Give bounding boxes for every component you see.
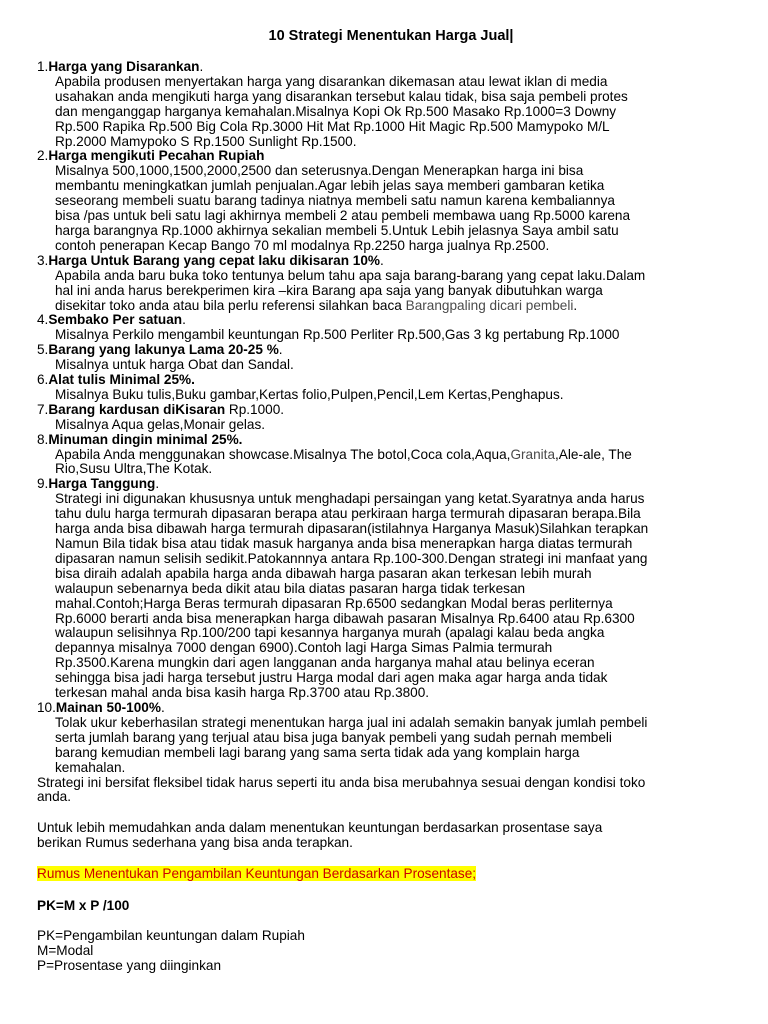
intro-line: Untuk lebih memudahkan anda dalam menentukan keuntungan berdasarkan prosentase saya	[37, 820, 603, 836]
description-line: harga barangnya Rp.1000 akhirnya sekalian membeli 5.Untuk Lebih jelasnya Saya ambil satu	[55, 222, 619, 238]
strategy-heading	[37, 60, 737, 75]
strategy-description	[37, 388, 737, 403]
strategy-title: Sembako Per satuan	[48, 312, 183, 328]
formula: PK=M x P /100	[37, 898, 130, 914]
legend-line: M=Modal	[37, 942, 94, 958]
strategy-list	[37, 60, 737, 776]
strategy-number: 6.	[37, 372, 49, 388]
description-line: depannya misalnya 7000 dengan 6900).Contoh lagi Harga Simas Palmia termurah	[55, 640, 553, 656]
description-line: Apabila produsen menyertakan harga yang disarankan dikemasan atau lewat iklan di media	[55, 73, 608, 89]
strategy-item	[37, 343, 737, 373]
document-page	[37, 28, 737, 974]
description-line: Tolak ukur keberhasilan strategi menentukan harga jual ini adalah semakin banyak jumlah pembeli	[55, 714, 648, 730]
description-line: membantu meningkatkan jumlah penjualan.Agar lebih jelas saya memberi gambaran ketika	[55, 178, 605, 194]
reference-link: Barangpaling dicari pembeli	[405, 297, 574, 313]
strategy-heading	[37, 313, 737, 328]
description-line: terkesan mahal anda bisa kasih harga Rp.3700 atau Rp.3800.	[55, 685, 430, 701]
strategy-item	[37, 373, 737, 403]
strategy-title: Minuman dingin minimal 25%.	[48, 431, 243, 447]
strategy-description	[37, 358, 737, 373]
description-line: bisa /pas untuk beli satu lagi akhirnya membeli 2 atau pembeli membawa uang Rp.5000 karena	[55, 208, 631, 224]
strategy-item	[37, 433, 737, 478]
strategy-title-suffix: .	[182, 312, 186, 328]
strategy-title-suffix: .	[278, 342, 283, 358]
strategy-number: 1.	[37, 59, 49, 74]
strategy-description	[37, 418, 737, 433]
description-line: Rp.3500.Karena mungkin dari agen langganan anda harganya mahal atau belinya eceran	[55, 655, 595, 671]
strategy-heading	[37, 373, 737, 388]
intro-line: berikan Rumus sederhana yang bisa anda terapkan.	[37, 835, 353, 851]
description-line: Strategi ini digunakan khususnya untuk menghadapi persaingan yang ketat.Syaratnya anda harus	[55, 491, 645, 507]
strategy-heading	[37, 343, 737, 358]
strategy-title: Harga Untuk Barang yang cepat laku dikisaran 10%	[48, 252, 380, 268]
closing-line: Strategi ini bersifat fleksibel tidak harus seperti itu anda bisa merubahnya sesuai dengan kondisi toko	[37, 774, 646, 790]
strategy-description	[37, 75, 737, 150]
description-line: Rp.500 Rapika Rp.500 Big Cola Rp.3000 Hit Mat Rp.1000 Hit Magic Rp.500 Mamypoko M/L	[55, 118, 610, 134]
description-line: seseorang membeli suatu barang tadinya niatnya membeli satu namun karena kembaliannya	[55, 193, 615, 209]
document-title: 10 Strategi Menentukan Harga Jual|	[268, 28, 514, 44]
strategy-heading	[37, 149, 737, 164]
description-line: walaupun selisihnya Rp.100/200 tapi kesannya harganya murah (apalagi kalau beda angka	[55, 625, 605, 641]
strategy-number: 3.	[37, 252, 49, 268]
description-line: dipasaran namun selisih sedikit.Patokannnya antara Rp.100-300.Dengan strategi ini manfaat yang	[55, 550, 648, 566]
description-line: contoh penerapan Kecap Bango 70 ml modalnya Rp.2250 harga jualnya Rp.2500.	[55, 237, 550, 253]
strategy-item	[37, 254, 737, 314]
strategy-title: Harga mengikuti Pecahan Rupiah	[48, 148, 265, 164]
strategy-title-suffix: .	[155, 476, 160, 492]
description-line: Misalnya untuk harga Obat dan Sandal.	[55, 357, 294, 373]
description-line: serta jumlah barang yang terjual atau bisa juga banyak pembeli yang sudah pernah membeli	[55, 729, 612, 745]
description-line: Misalnya Perkilo mengambil keuntungan Rp.500 Perliter Rp.500,Gas 3 kg pertabung Rp.1000	[55, 327, 620, 343]
strategy-number: 9.	[37, 476, 49, 492]
text: ,Ale-ale, The	[555, 446, 632, 462]
strategy-number: 2.	[37, 148, 49, 164]
description-line: Namun Bila tidak bisa atau tidak masuk harganya anda bisa menerapkan harga diatas termurah	[55, 536, 633, 551]
text: Apabila Anda menggunakan showcase.Misalnya The botol,Coca cola,Aqua,	[55, 446, 511, 462]
description-line: Apabila anda baru buka toko tentunya belum tahu apa saja barang-barang yang cepat laku.Dalam	[55, 267, 646, 283]
strategy-description	[37, 328, 737, 343]
description-line: sehingga bisa jadi harga tersebut justru Harga modal dari agen maka agar harga anda tidak	[55, 670, 608, 686]
description-line: tahu dulu harga termurah dipasaran berapa atau perkiraan harga termurah dipasaran berapa.Bila	[55, 506, 641, 522]
strategy-title-suffix: .	[380, 252, 384, 268]
strategy-item	[37, 701, 737, 776]
strategy-number: 8.	[37, 431, 49, 447]
description-line: dan menganggap harganya kemahalan.Misalnya Kopi Ok Rp.500 Masako Rp.1000=3 Downy	[55, 103, 617, 119]
strategy-description	[37, 269, 737, 314]
strategy-title: Barang kardusan diKisaran	[48, 401, 226, 417]
strategy-heading	[37, 477, 737, 492]
strategy-item	[37, 60, 737, 149]
description-line	[55, 448, 737, 463]
strategy-description	[37, 716, 737, 776]
strategy-description	[37, 164, 737, 253]
strategy-description	[37, 448, 737, 478]
strategy-title: Harga yang Disarankan	[48, 59, 200, 74]
legend-line: P=Prosentase yang diinginkan	[37, 957, 222, 973]
description-line: Rp.2000 Mamypoko S Rp.1500 Sunlight Rp.1500.	[55, 133, 357, 149]
description-line: walaupun sebenarnya beda dikit atau bila diatas pasaran harga tidak terkesan	[55, 580, 526, 596]
description-line: barang kemudian membeli lagi barang yang sama serta tidak ada yang komplain harga	[55, 744, 580, 760]
description-line: hal ini anda harus berekperimen kira –kira Barang apa saja yang banyak dibutuhkan warga	[55, 282, 603, 298]
strategy-title: Mainan 50-100%	[55, 699, 161, 715]
description-line: Misalnya Aqua gelas,Monair gelas.	[55, 416, 266, 432]
formula-heading: Rumus Menentukan Pengambilan Keuntungan Berdasarkan Prosentase;	[37, 866, 477, 882]
strategy-title: Alat tulis Minimal 25%.	[48, 372, 195, 388]
strategy-item	[37, 313, 737, 343]
formula-heading-line	[37, 867, 737, 882]
strategy-heading	[37, 433, 737, 448]
text: .	[573, 297, 578, 313]
text: disekitar toko anda atau bila perlu referensi silahkan baca	[55, 297, 406, 313]
closing-line: anda.	[37, 789, 72, 805]
strategy-title-suffix: .	[199, 59, 204, 74]
description-line: Misalnya Buku tulis,Buku gambar,Kertas folio,Pulpen,Pencil,Lem Kertas,Penghapus.	[55, 386, 564, 402]
strategy-title-suffix: .	[160, 699, 165, 715]
strategy-item	[37, 477, 737, 701]
strategy-heading	[37, 403, 737, 418]
strategy-title: Harga Tanggung	[48, 476, 156, 492]
strategy-description	[37, 492, 737, 701]
strategy-title-suffix: Rp.1000.	[225, 401, 285, 417]
description-line: bisa diraih adalah apabila harga anda dibawah harga pasaran akan terkesan lebih murah	[55, 565, 592, 581]
strategy-number: 5.	[37, 342, 49, 358]
description-line: Rp.6000 berarti anda bisa menerapkan harga dibawah pasaran Misalnya Rp.6400 atau Rp.6300	[55, 610, 635, 626]
description-line: kemahalan.	[55, 759, 126, 775]
strategy-number: 10.	[37, 699, 56, 715]
description-line: harga anda bisa dibawah harga termurah dipasaran(istilahnya Harganya Masuk)Silahkan terapkan	[55, 521, 649, 537]
description-line: usahakan anda mengikuti harga yang disarankan tersebut kalau tidak, bisa saja pembeli protes	[55, 88, 628, 104]
formula-intro-paragraph	[37, 821, 737, 851]
brand-name: Granita	[510, 446, 556, 462]
strategy-title: Barang yang lakunya Lama 20-25 %	[48, 342, 279, 358]
strategy-heading	[37, 254, 737, 269]
description-line: Misalnya 500,1000,1500,2000,2500 dan seterusnya.Dengan Menerapkan harga ini bisa	[55, 163, 584, 179]
description-line	[55, 299, 737, 314]
strategy-number: 4.	[37, 312, 49, 328]
strategy-heading	[37, 701, 737, 716]
formula-legend	[37, 929, 737, 974]
strategy-item	[37, 403, 737, 433]
description-line: Rio,Susu Ultra,The Kotak.	[55, 461, 213, 477]
description-line: mahal.Contoh;Harga Beras termurah dipasaran Rp.6500 sedangkan Modal beras perliternya	[55, 595, 613, 611]
strategy-item	[37, 149, 737, 253]
strategy-number: 7.	[37, 401, 49, 417]
closing-paragraph	[37, 776, 737, 806]
legend-line: PK=Pengambilan keuntungan dalam Rupiah	[37, 928, 305, 944]
